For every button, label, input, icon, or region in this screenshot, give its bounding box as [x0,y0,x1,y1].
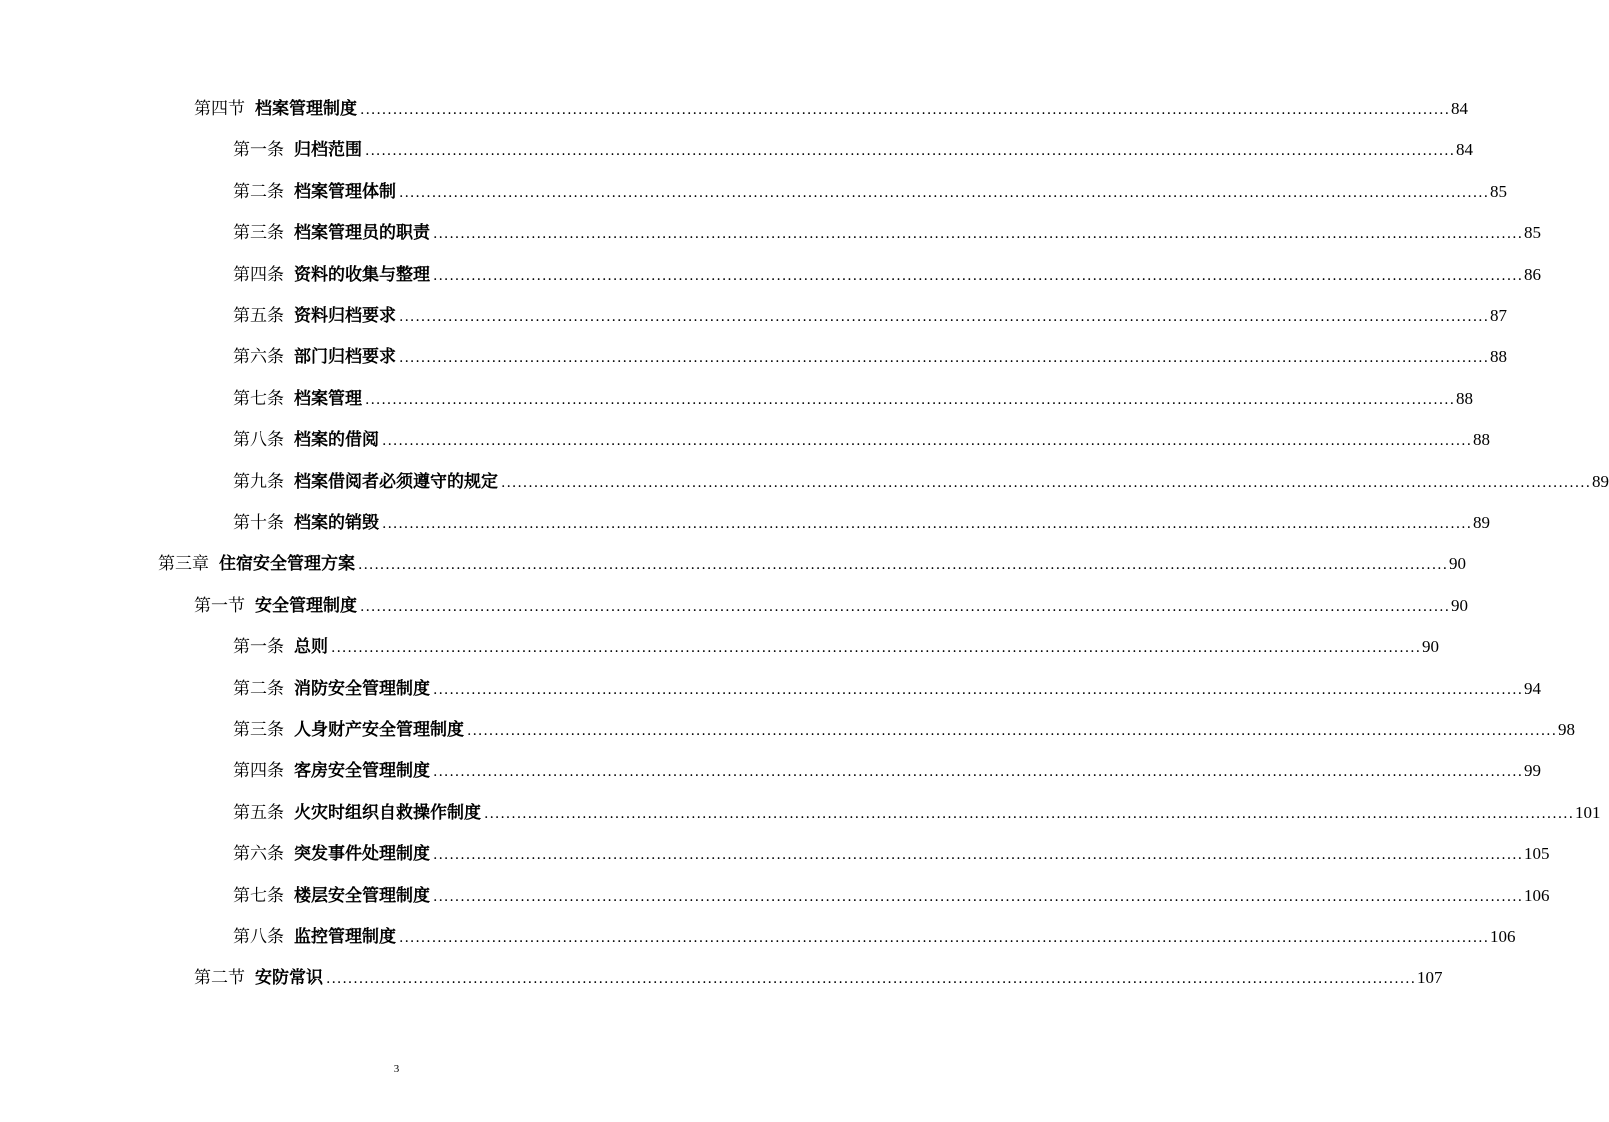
toc-entry-page: 85 [1490,181,1508,201]
toc-entry-title: 楼层安全管理制度 [294,885,430,906]
toc-entry-title: 人身财产安全管理制度 [294,720,464,740]
toc-dot-leader: ........................................................................................................................................................................................................ [433,888,1524,905]
toc-entry-page: 107 [1417,968,1443,988]
toc-entry-title: 监控管理制度 [294,927,396,947]
toc-entry-number: 第一条 [233,637,284,658]
toc-entry-page: 88 [1473,430,1491,450]
toc-entry-title: 档案的销毁 [294,513,379,533]
toc-entry[interactable] [233,718,1576,742]
toc-entry-title: 住宿安全管理方案 [219,554,355,575]
toc-entry-page: 88 [1456,388,1474,408]
toc-entry-title: 归档范围 [294,140,362,161]
toc-entry-title: 档案管理制度 [255,99,357,119]
toc-entry-page: 105 [1524,844,1550,864]
toc-dot-leader: ........................................................................................................................................................................................................ [326,971,1417,988]
toc-entry[interactable] [158,552,1467,576]
toc-entry-page: 89 [1473,513,1491,532]
toc-entry-page: 106 [1490,927,1516,946]
toc-entry-title: 突发事件处理制度 [294,844,430,865]
toc-entry[interactable] [233,925,1516,949]
toc-entry[interactable] [233,304,1508,328]
toc-entry-title: 档案管理员的职责 [294,223,430,244]
toc-entry-number: 第二节 [194,968,245,989]
toc-dot-leader: ........................................................................................................................................................................................................ [433,764,1524,781]
toc-entry-title: 安全管理制度 [255,595,357,616]
toc-entry-page: 84 [1456,140,1474,160]
toc-dot-leader: ........................................................................................................................................................................................................ [331,640,1422,657]
toc-entry-page: 106 [1524,885,1550,905]
toc-entry-number: 第三条 [233,223,284,244]
toc-entry[interactable] [194,97,1469,121]
toc-entry[interactable] [233,677,1542,701]
toc-dot-leader: ........................................................................................................................................................................................................ [399,309,1490,325]
toc-entry-number: 第二条 [233,678,284,699]
toc-dot-leader: ........................................................................................................................................................................................................ [382,516,1473,532]
toc-entry[interactable] [233,345,1508,369]
toc-entry[interactable] [233,884,1550,908]
toc-entry[interactable] [233,511,1491,535]
toc-entry-page: 101 [1575,802,1601,822]
toc-entry-page: 85 [1524,223,1542,243]
toc-entry-page: 90 [1422,637,1440,657]
toc-entry-number: 第五条 [233,306,284,326]
toc-entry-title: 档案的借阅 [294,430,379,451]
toc-entry[interactable] [233,138,1474,162]
toc-entry-title: 消防安全管理制度 [294,678,430,699]
toc-entry-number: 第一条 [233,140,284,161]
toc-dot-leader: ........................................................................................................................................................................................................ [399,184,1490,201]
toc-dot-leader: ........................................................................................................................................................................................................ [360,102,1451,118]
toc-dot-leader: ........................................................................................................................................................................................................ [399,930,1490,946]
toc-entry-number: 第二条 [233,181,284,202]
toc-entry[interactable] [233,635,1440,659]
toc-entry-number: 第四条 [233,761,284,782]
toc-entry-title: 火灾时组织自救操作制度 [294,802,481,823]
toc-entry-title: 档案借阅者必须遵守的规定 [294,471,498,492]
toc-entry[interactable] [233,180,1508,204]
toc-entry-number: 第三章 [158,554,209,575]
toc-dot-leader: ........................................................................................................................................................................................................ [360,598,1451,615]
toc-entry-page: 84 [1451,99,1469,118]
toc-entry-number: 第七条 [233,388,284,409]
toc-entry-number: 第八条 [233,430,284,451]
toc-dot-leader: ........................................................................................................................................................................................................ [433,226,1524,243]
toc-entry-number: 第十条 [233,513,284,533]
toc-entry-page: 87 [1490,306,1508,325]
toc-entry-title: 总则 [294,637,328,658]
toc-entry-title: 客房安全管理制度 [294,761,430,782]
toc-entry[interactable] [233,470,1609,494]
toc-dot-leader: ........................................................................................................................................................................................................ [484,805,1575,822]
toc-entry-title: 档案管理 [294,388,362,409]
toc-entry-page: 88 [1490,347,1508,367]
page-number-footer: 3 [393,1063,400,1075]
toc-entry-page: 98 [1558,720,1576,739]
toc-entry-number: 第四条 [233,264,284,285]
toc-entry[interactable] [233,221,1542,245]
toc-entry-number: 第一节 [194,595,245,616]
toc-entry-title: 资料归档要求 [294,306,396,326]
toc-entry-number: 第五条 [233,802,284,823]
toc-entry-number: 第八条 [233,927,284,947]
toc-entry-title: 安防常识 [255,968,323,989]
toc-dot-leader: ........................................................................................................................................................................................................ [382,433,1473,450]
toc-dot-leader: ........................................................................................................................................................................................................ [365,143,1456,160]
toc-entry-title: 部门归档要求 [294,347,396,368]
toc-dot-leader: ........................................................................................................................................................................................................ [433,681,1524,698]
toc-entry[interactable] [233,428,1491,452]
toc-entry[interactable] [233,801,1601,825]
toc-dot-leader: ........................................................................................................................................................................................................ [433,267,1524,284]
toc-entry-page: 90 [1451,595,1469,615]
toc-entry-page: 90 [1449,554,1467,574]
toc-dot-leader: ........................................................................................................................................................................................................ [501,474,1592,491]
toc-entry[interactable] [233,387,1474,411]
toc-entry-page: 86 [1524,264,1542,284]
toc-entry[interactable] [233,759,1542,783]
toc-entry[interactable] [233,263,1542,287]
toc-dot-leader: ........................................................................................................................................................................................................ [399,350,1490,367]
toc-entry-page: 99 [1524,761,1542,781]
toc-entry-page: 89 [1592,471,1609,491]
toc-entry-number: 第六条 [233,347,284,368]
toc-dot-leader: ........................................................................................................................................................................................................ [365,391,1456,408]
toc-entry-number: 第四节 [194,99,245,119]
toc-dot-leader: ........................................................................................................................................................................................................ [358,557,1449,574]
toc-entry-title: 资料的收集与整理 [294,264,430,285]
toc-entry-number: 第九条 [233,471,284,492]
toc-entry[interactable] [233,842,1550,866]
toc-entry-number: 第六条 [233,844,284,865]
toc-entry-number: 第三条 [233,720,284,740]
toc-entry-number: 第七条 [233,885,284,906]
toc-dot-leader: ........................................................................................................................................................................................................ [433,847,1524,864]
toc-entry[interactable] [194,966,1443,990]
toc-entry[interactable] [194,594,1469,618]
toc-entry-title: 档案管理体制 [294,181,396,202]
toc-entry-page: 94 [1524,678,1542,698]
toc-dot-leader: ........................................................................................................................................................................................................ [467,723,1558,739]
